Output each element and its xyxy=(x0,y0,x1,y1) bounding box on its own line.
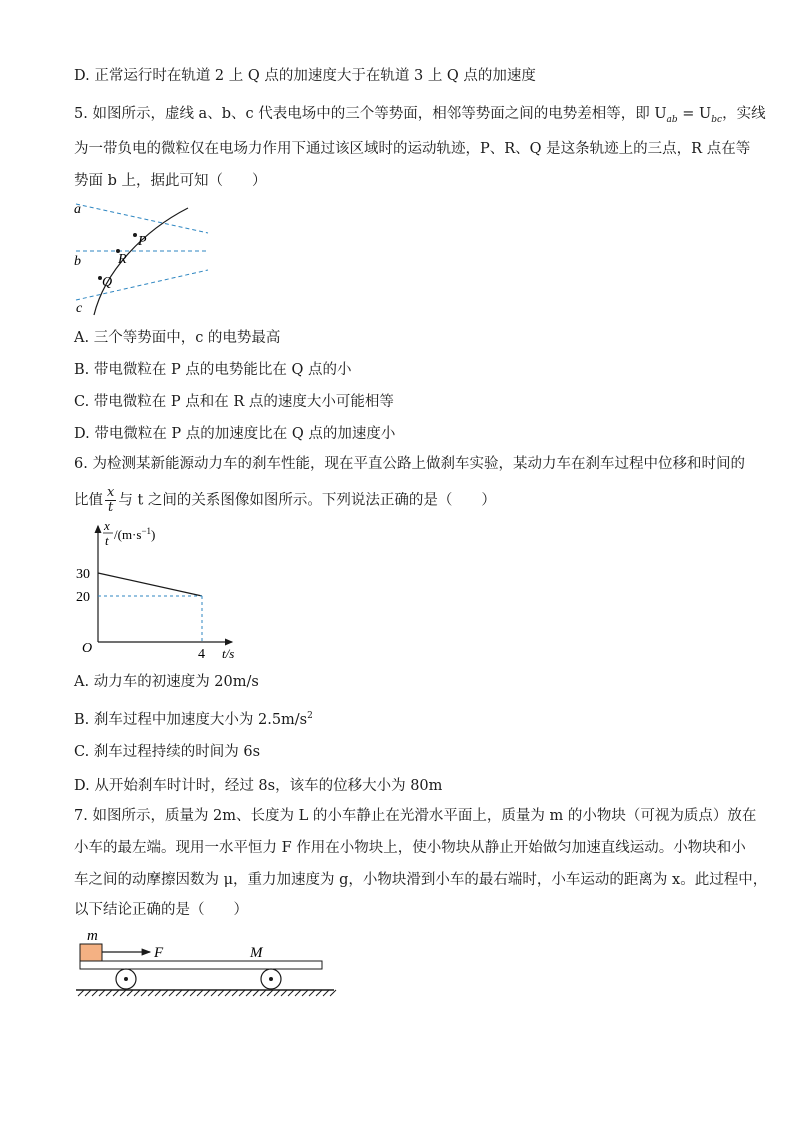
hatch-mark xyxy=(78,990,84,996)
y-tick-label: 30 xyxy=(76,567,90,582)
q7-stem-line3: 车之间的动摩擦因数为 μ，重力加速度为 g，小物块滑到小车的最右端时，小车运动的距离为 x。此过程中， xyxy=(74,872,768,888)
q5-sub-bc: bc xyxy=(711,114,723,125)
hatch-mark xyxy=(330,990,336,996)
q5-option-b: B. 带电微粒在 P 点的电势能比在 Q 点的小 xyxy=(74,362,352,378)
hatch-mark xyxy=(211,990,217,996)
hatch-mark xyxy=(169,990,175,996)
hatch-mark xyxy=(176,990,182,996)
q6-option-b-sup: 2 xyxy=(307,711,313,721)
hatch-mark xyxy=(120,990,126,996)
trajectory-curve xyxy=(94,208,188,315)
label-b: b xyxy=(74,254,81,269)
label-f: F xyxy=(154,945,164,961)
hatch-mark xyxy=(281,990,287,996)
hatch-mark xyxy=(246,990,252,996)
q6-chart xyxy=(70,518,250,663)
hatch-mark xyxy=(141,990,147,996)
hatch-mark xyxy=(134,990,140,996)
point-p xyxy=(133,233,137,237)
hatch-mark xyxy=(260,990,266,996)
label-q: Q xyxy=(102,275,113,290)
q6-stem-pre: 比值 xyxy=(74,492,103,509)
hatch-mark xyxy=(274,990,280,996)
x-axis-label: t/s xyxy=(222,646,235,661)
y-label-unit: $/(m\cdot s^{-1})$ xyxy=(114,526,156,542)
q6-marks xyxy=(76,567,205,662)
hatch-mark xyxy=(239,990,245,996)
hatch-mark xyxy=(302,990,308,996)
hatch-mark xyxy=(288,990,294,996)
ground-hatch xyxy=(78,990,336,996)
q7-stem-line4: 以下结论正确的是（ ） xyxy=(74,902,248,918)
q5-stem-line2: 为一带负电的微粒仅在电场力作用下通过该区域时的运动轨迹，P、R、Q 是这条轨迹上的三点，R 点在等 xyxy=(74,141,751,157)
label-c: c xyxy=(76,301,83,316)
label-p: P xyxy=(138,234,147,249)
hatch-mark xyxy=(323,990,329,996)
q6-frac-den: t xyxy=(108,500,114,515)
equipotential-a xyxy=(76,204,208,233)
q5-sub-ab: ab xyxy=(666,114,678,125)
q5-stem-line3: 势面 b 上，据此可知（ ） xyxy=(74,173,267,189)
y-label-num: x xyxy=(104,518,110,533)
origin-label: O xyxy=(82,641,93,656)
hatch-mark xyxy=(253,990,259,996)
hatch-mark xyxy=(85,990,91,996)
q6-stem-line2 xyxy=(74,486,496,515)
q6-option-a: A. 动力车的初速度为 20m/s xyxy=(74,674,259,690)
label-big-m: M xyxy=(250,945,263,961)
q6-frac-num: x xyxy=(107,485,115,500)
hatch-mark xyxy=(190,990,196,996)
q6-option-c: C. 刹车过程持续的时间为 6s xyxy=(74,744,261,760)
hatch-mark xyxy=(295,990,301,996)
wheel-right-hub xyxy=(269,977,273,981)
hatch-mark xyxy=(183,990,189,996)
wheel-left-hub xyxy=(124,977,128,981)
equipotential-c xyxy=(76,270,208,300)
q5-stem-line1 xyxy=(74,104,766,130)
y-label-den: t xyxy=(105,533,109,548)
q6-stem-post: 与 t 之间的关系图像如图所示。下列说法正确的是（ ） xyxy=(118,492,496,509)
q6-fraction xyxy=(105,486,116,515)
q6-stem-line1: 6. 为检测某新能源动力车的刹车性能，现在平直公路上做刹车实验，某动力车在刹车过程中位移和时间的 xyxy=(74,456,745,472)
label-a: a xyxy=(74,202,81,217)
q5-option-a: A. 三个等势面中，c 的电势最高 xyxy=(74,330,281,346)
small-block xyxy=(80,944,102,961)
hatch-mark xyxy=(99,990,105,996)
q5-stem-end: ，实线 xyxy=(722,106,766,122)
q5-option-c: C. 带电微粒在 P 点和在 R 点的速度大小可能相等 xyxy=(74,394,394,410)
q5-equipotential-figure xyxy=(70,200,215,318)
x-tick-label: 4 xyxy=(198,647,205,662)
hatch-mark xyxy=(127,990,133,996)
q7-cart-figure xyxy=(72,926,342,1002)
hatch-mark xyxy=(218,990,224,996)
q7-stem-line1: 7. 如图所示，质量为 2m、长度为 L 的小车静止在光滑水平面上，质量为 m 的小物块（可视为质点）放在 xyxy=(74,808,757,824)
label-r: R xyxy=(118,252,127,267)
q6-option-b-text: B. 刹车过程中加速度大小为 2.5m/s xyxy=(74,711,308,728)
q5-eq: = U xyxy=(677,106,712,122)
hatch-mark xyxy=(155,990,161,996)
data-line xyxy=(98,573,202,596)
hatch-mark xyxy=(148,990,154,996)
hatch-mark xyxy=(197,990,203,996)
hatch-mark xyxy=(267,990,273,996)
q5-option-d: D. 带电微粒在 P 点的加速度比在 Q 点的加速度小 xyxy=(74,426,396,442)
q5-stem-text: 5. 如图所示，虚线 a、b、c 代表电场中的三个等势面，相邻等势面之间的电势差相等，即 U xyxy=(74,106,667,122)
label-m: m xyxy=(87,928,98,944)
hatch-mark xyxy=(204,990,210,996)
y-tick-label: 20 xyxy=(76,590,90,605)
hatch-mark xyxy=(309,990,315,996)
hatch-mark xyxy=(106,990,112,996)
q6-option-b xyxy=(74,706,313,730)
hatch-mark xyxy=(225,990,231,996)
cart-board xyxy=(80,961,322,969)
hatch-mark xyxy=(232,990,238,996)
hatch-mark xyxy=(113,990,119,996)
hatch-mark xyxy=(162,990,168,996)
q6-option-d: D. 从开始刹车时计时，经过 8s，该车的位移大小为 80m xyxy=(74,778,443,794)
q7-stem-line2: 小车的最左端。现用一水平恒力 F 作用在小物块上，使小物块从静止开始做匀加速直线运动。小物块和小 xyxy=(74,840,746,856)
q4-option-d: D. 正常运行时在轨道 2 上 Q 点的加速度大于在轨道 3 上 Q 点的加速度 xyxy=(74,68,536,84)
hatch-mark xyxy=(92,990,98,996)
hatch-mark xyxy=(316,990,322,996)
